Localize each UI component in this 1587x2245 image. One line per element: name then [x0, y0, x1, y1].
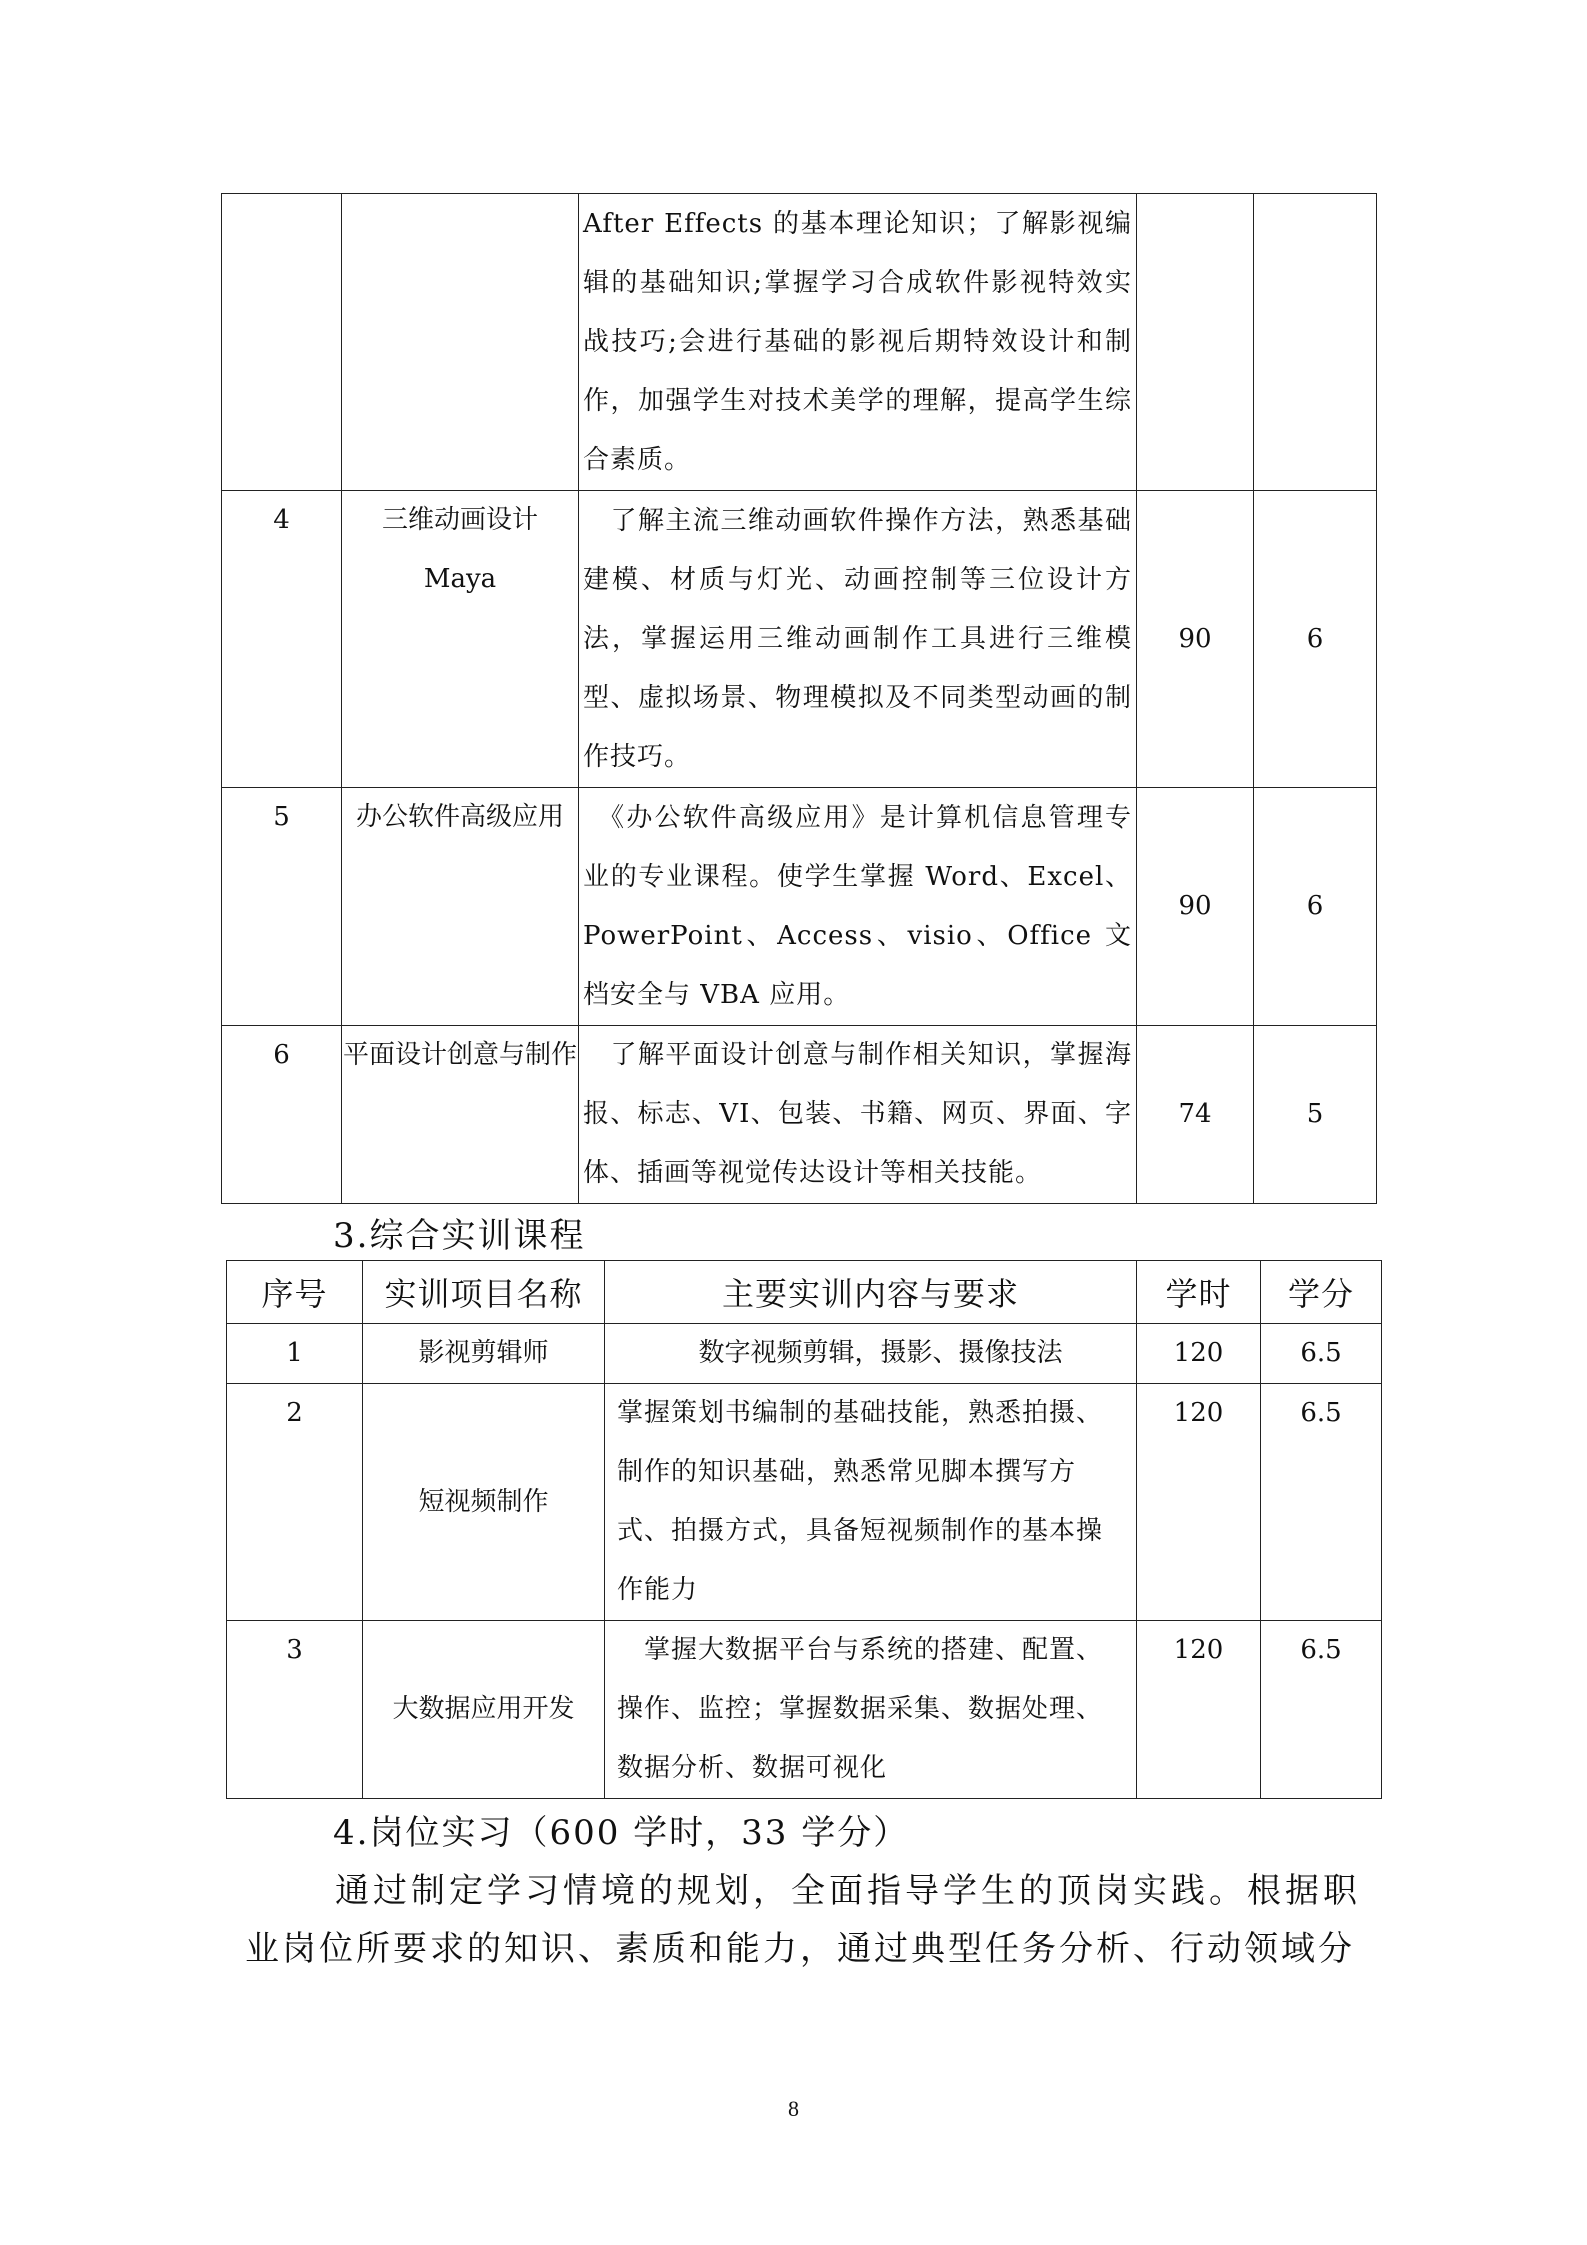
course-description: 了解平面设计创意与制作相关知识，掌握海报、标志、VI、包装、书籍、网页、界面、字体、插画等视觉传达设计等相关技能。 — [579, 1026, 1137, 1204]
project-hours: 120 — [1137, 1621, 1261, 1799]
course-name: 平面设计创意与制作 — [342, 1026, 579, 1204]
course-table-continued — [221, 193, 1377, 1204]
course-name: 办公软件高级应用 — [342, 788, 579, 1026]
page-number: 8 — [788, 2096, 799, 2121]
course-credits: 5 — [1254, 1026, 1377, 1204]
project-content: 掌握大数据平台与系统的搭建、配置、操作、监控；掌握数据采集、数据处理、数据分析、数据可视化 — [605, 1621, 1137, 1799]
table-header-row — [227, 1261, 1382, 1324]
course-name — [342, 194, 579, 491]
row-index: 1 — [227, 1324, 363, 1384]
project-credits: 6.5 — [1261, 1621, 1382, 1799]
table-row — [227, 1621, 1382, 1799]
project-name: 大数据应用开发 — [363, 1621, 605, 1799]
project-credits: 6.5 — [1261, 1324, 1382, 1384]
table-row — [227, 1384, 1382, 1621]
course-hours — [1137, 194, 1254, 491]
header-project-name: 实训项目名称 — [363, 1261, 605, 1324]
course-description: 《办公软件高级应用》是计算机信息管理专业的专业课程。使学生掌握 Word、Excel、PowerPoint、Access、visio、Office 文档安全与 VBA 应用。 — [579, 788, 1137, 1026]
table-row — [222, 788, 1377, 1026]
table-row — [222, 194, 1377, 491]
row-index: 4 — [222, 491, 342, 788]
section-4-heading: 4.岗位实习（600 学时，33 学分） — [333, 1813, 910, 1853]
project-content: 掌握策划书编制的基础技能，熟悉拍摄、制作的知识基础，熟悉常见脚本撰写方式、拍摄方式，具备短视频制作的基本操作能力 — [605, 1384, 1137, 1621]
table-row — [222, 1026, 1377, 1204]
header-hours: 学时 — [1137, 1261, 1261, 1324]
row-index — [222, 194, 342, 491]
course-credits — [1254, 194, 1377, 491]
header-index: 序号 — [227, 1261, 363, 1324]
header-content: 主要实训内容与要求 — [605, 1261, 1137, 1324]
project-credits: 6.5 — [1261, 1384, 1382, 1621]
row-index: 3 — [227, 1621, 363, 1799]
header-credits: 学分 — [1261, 1261, 1382, 1324]
row-index: 5 — [222, 788, 342, 1026]
table-row — [227, 1324, 1382, 1384]
section-4-paragraph: 通过制定学习情境的规划，全面指导学生的顶岗实践。根据职业岗位所要求的知识、素质和能力，通过典型任务分析、行动领域分 — [245, 1871, 1360, 1969]
course-credits: 6 — [1254, 491, 1377, 788]
project-name: 影视剪辑师 — [363, 1324, 605, 1384]
row-index: 6 — [222, 1026, 342, 1204]
project-name: 短视频制作 — [363, 1384, 605, 1621]
course-hours: 90 — [1137, 491, 1254, 788]
project-hours: 120 — [1137, 1384, 1261, 1621]
project-hours: 120 — [1137, 1324, 1261, 1384]
course-hours: 90 — [1137, 788, 1254, 1026]
course-description: After Effects 的基本理论知识；了解影视编辑的基础知识;掌握学习合成软件影视特效实战技巧;会进行基础的影视后期特效设计和制作，加强学生对技术美学的理解，提高学生综合素质。 — [579, 194, 1137, 491]
section-3-heading: 3.综合实训课程 — [333, 1216, 586, 1256]
course-name: 三维动画设计 Maya — [342, 491, 579, 788]
table-row — [222, 491, 1377, 788]
course-credits: 6 — [1254, 788, 1377, 1026]
row-index: 2 — [227, 1384, 363, 1621]
course-hours: 74 — [1137, 1026, 1254, 1204]
project-content: 数字视频剪辑，摄影、摄像技法 — [605, 1324, 1137, 1384]
training-table — [226, 1260, 1382, 1799]
course-description: 了解主流三维动画软件操作方法，熟悉基础建模、材质与灯光、动画控制等三位设计方法，掌握运用三维动画制作工具进行三维模型、虚拟场景、物理模拟及不同类型动画的制作技巧。 — [579, 491, 1137, 788]
